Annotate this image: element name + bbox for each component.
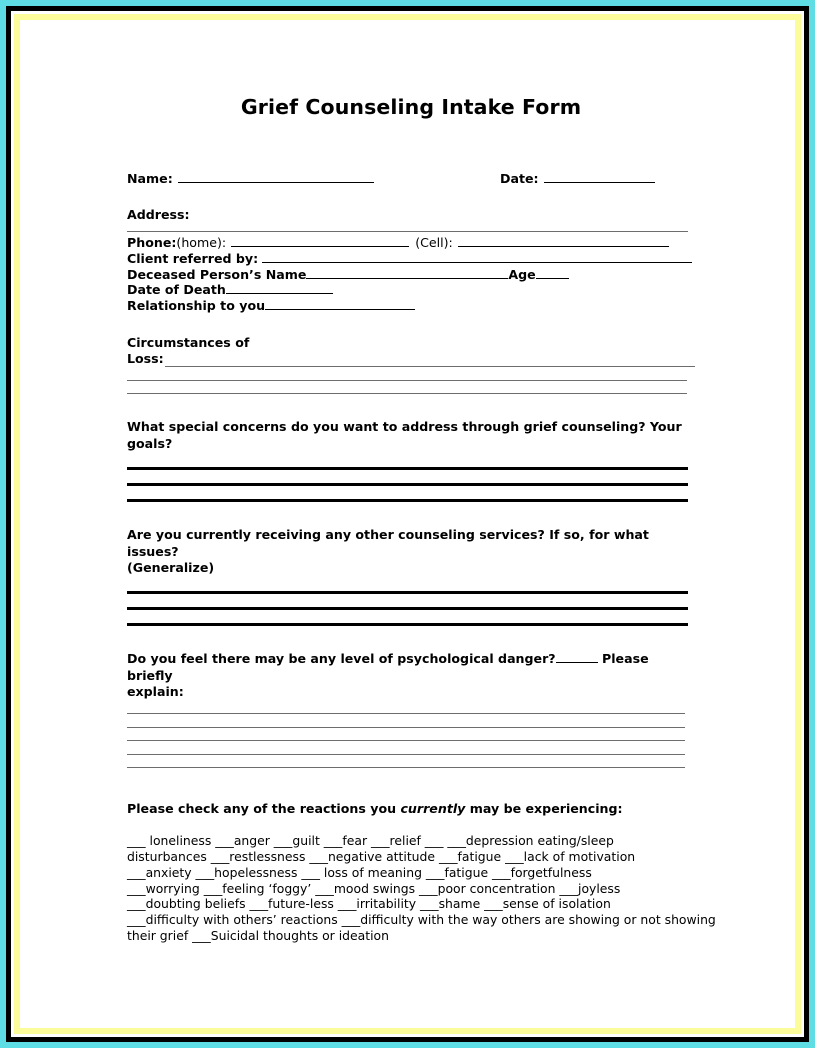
other-counseling-answer-line-3[interactable]	[127, 623, 688, 626]
phone-field-group	[127, 235, 695, 251]
name-label: Name:	[127, 171, 173, 186]
deceased-name-label: Deceased Person’s Name	[127, 266, 307, 282]
relationship-label: Relationship to you	[127, 297, 266, 313]
goals-question: What special concerns do you want to address through grief counseling? Your goals?	[127, 419, 682, 451]
psychological-danger-question-line1	[127, 651, 695, 684]
psychological-danger-answer-line-3[interactable]	[127, 740, 685, 741]
phone-label: Phone:	[127, 235, 177, 251]
deceased-field-group	[127, 267, 695, 283]
psychological-danger-answer-line-2[interactable]	[127, 727, 685, 728]
psychological-danger-question-line2: explain:	[127, 684, 184, 700]
checklist-row[interactable]: disturbances ___restlessness ___negative attitude ___fatigue ___lack of motivation	[127, 848, 636, 864]
form-content	[127, 95, 716, 944]
psychological-danger-question-text: Do you feel there may be any level of psychological danger?	[127, 651, 556, 667]
other-counseling-answer-line-1[interactable]	[127, 591, 688, 594]
checklist-row[interactable]: ___ loneliness ___anger ___guilt ___fear ___relief ___ ___depression eating/sleep	[127, 833, 614, 849]
circumstances-label-line2: Loss:	[127, 351, 164, 367]
other-counseling-question-line2: (Generalize)	[127, 560, 215, 575]
circumstances-of-loss-group	[127, 335, 695, 367]
date-field-group	[500, 171, 655, 187]
circumstances-input-line-1[interactable]	[165, 353, 695, 367]
other-counseling-question-line1: Are you currently receiving any other counseling services? If so, for what issues?	[127, 527, 649, 559]
goals-answer-line-1[interactable]	[127, 467, 688, 470]
address-label: Address:	[127, 207, 190, 223]
other-counseling-question	[127, 527, 695, 576]
name-input-line[interactable]	[178, 171, 374, 183]
name-date-row	[127, 171, 695, 187]
other-counseling-answer-line-2[interactable]	[127, 607, 688, 610]
address-input-line[interactable]	[127, 231, 688, 232]
date-label: Date:	[500, 171, 539, 186]
date-input-line[interactable]	[544, 171, 655, 183]
checklist-heading-italic: currently	[400, 801, 466, 817]
checklist-heading-after: may be experiencing:	[465, 801, 623, 817]
date-of-death-field-group	[127, 282, 695, 298]
checklist-row[interactable]: their grief ___Suicidal thoughts or ideation	[127, 927, 389, 943]
referred-by-field-group	[127, 251, 695, 267]
relationship-input-line[interactable]	[265, 299, 415, 310]
phone-home-input-line[interactable]	[231, 236, 409, 247]
goals-answer-line-2[interactable]	[127, 483, 688, 486]
psychological-danger-question-suffix: Please briefly	[127, 651, 649, 683]
age-label: Age	[508, 266, 536, 282]
goals-answer-line-3[interactable]	[127, 499, 688, 502]
loss-label-line	[127, 351, 695, 367]
circumstances-input-line-3[interactable]	[127, 393, 687, 394]
address-field-group	[127, 207, 695, 223]
checklist-row[interactable]: ___difficulty with others’ reactions ___difficulty with the way others are showing or not showing	[127, 912, 716, 928]
date-of-death-label: Date of Death	[127, 282, 226, 298]
phone-home-label: (home):	[176, 235, 227, 251]
reactions-checklist[interactable]	[127, 833, 716, 944]
age-input-line[interactable]	[536, 268, 569, 279]
phone-cell-input-line[interactable]	[458, 236, 669, 247]
psychological-danger-question	[127, 651, 695, 700]
psychological-danger-answer-line-4[interactable]	[127, 754, 685, 755]
circumstances-label-line1: Circumstances of	[127, 335, 250, 351]
referred-by-input-line[interactable]	[262, 252, 692, 263]
psychological-danger-input-line[interactable]	[556, 652, 598, 663]
document-page	[20, 20, 795, 1028]
name-field-group	[127, 171, 500, 187]
circumstances-input-line-2[interactable]	[127, 380, 687, 381]
page-title: Grief Counseling Intake Form	[240, 95, 582, 119]
relationship-field-group	[127, 298, 695, 314]
checklist-row[interactable]: ___anxiety ___hopelessness ___ loss of meaning ___fatigue ___forgetfulness	[127, 864, 592, 880]
psychological-danger-answer-line-1[interactable]	[127, 713, 685, 714]
referred-by-label: Client referred by:	[127, 251, 259, 266]
psychological-danger-answer-line-5[interactable]	[127, 767, 685, 768]
checklist-row[interactable]: ___worrying ___feeling ‘foggy’ ___mood swings ___poor concentration ___joyless	[127, 880, 621, 896]
date-of-death-input-line[interactable]	[226, 283, 333, 294]
deceased-name-input-line[interactable]	[306, 268, 508, 279]
checklist-row[interactable]: ___doubting beliefs ___future-less ___irritability ___shame ___sense of isolation	[127, 896, 611, 912]
contact-fields-group	[127, 235, 695, 313]
checklist-heading-before: Please check any of the reactions you	[127, 801, 401, 817]
phone-cell-label: (Cell):	[415, 235, 453, 251]
checklist-heading	[127, 801, 695, 816]
